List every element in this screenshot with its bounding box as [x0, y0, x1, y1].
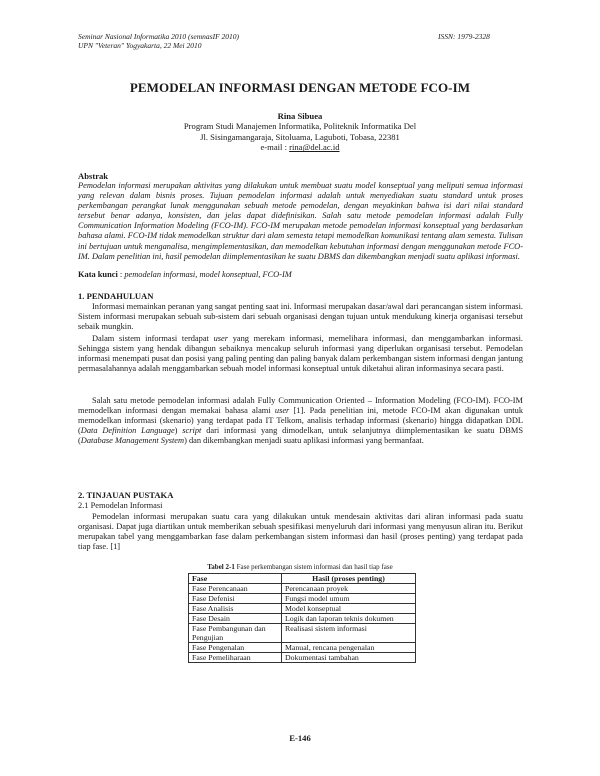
table-cell: Fase Pembangunan dan Pengujian	[189, 624, 282, 643]
abstract-title: Abstrak	[78, 171, 109, 181]
table-row	[189, 614, 416, 624]
text-run: yang merekam informasi, memelihara informasi, dan menggambarkan informasi. Sehingga sistem yang hendak dibangun sebaiknya mencakup seluruh informasi yang diperlukan organisasi tersebut. Pemodelan informasi menempati pusat dan posisi yang paling penting dan paling banyak dalam perkembangan sistem informasi dengan jantung permasalahannya adalah menggambarkan sebuah model informasi konseptual untuk diketahui aliran informasinya secara pasti.	[78, 334, 523, 374]
keywords-label: Kata kunci	[78, 270, 118, 279]
author-email-line	[0, 142, 600, 152]
table-cell: Realisasi sistem informasi	[282, 624, 416, 643]
table-cell: Fase Desain	[189, 614, 282, 624]
text-run: ) dan dikembangkan menjadi suatu aplikasi informasi yang bermanfaat.	[184, 436, 424, 446]
table-cell: Dokumentasi tambahan	[282, 653, 416, 663]
table-row	[189, 604, 416, 614]
phase-table	[188, 573, 416, 663]
table-header-row	[189, 574, 416, 584]
italic-term: Data Definition Language	[80, 426, 175, 436]
italic-term: script	[182, 426, 202, 436]
table-cell: Perencanaan proyek	[282, 584, 416, 594]
section-1-paragraph-1: Informasi memainkan peranan yang sangat penting saat ini. Informasi merupakan dasar/awal dari perancangan sistem informasi. Sistem informasi merupakan sebuah sub-sistem dari sebuah organisasi dengan tujuan untuk mendukung kinerja organisasi tersebut sebaik mungkin.	[78, 302, 523, 332]
table-caption-text: Fase perkembangan sistem informasi dan hasil tiap fase	[234, 563, 393, 571]
table-cell: Logik dan laporan teknis dokumen	[282, 614, 416, 624]
table-cell: Model konseptual	[282, 604, 416, 614]
running-header-left	[78, 32, 239, 50]
italic-term: user	[213, 334, 229, 343]
table-caption	[0, 563, 600, 571]
table-cell: Fase Pemeliharaan	[189, 653, 282, 663]
section-2-paragraph-1: Pemodelan informasi merupakan suatu cara yang dilakukan untuk mendesain aktivitas dari aliran informasi pada suatu organisasi. Dapat juga diartikan untuk memberikan sebuah spesifikasi menyeluruh dari informasi yang menyusun aliran itu. Berikut merupakan tabel yang menggambarkan fase dalam perkembangan sistem informasi dan hasil (proses penting) yang terdapat pada tiap fase. [1]	[78, 512, 523, 552]
column-header-result: Hasil (proses penting)	[282, 574, 416, 584]
email-label: e-mail :	[260, 142, 290, 153]
section-1-heading: 1. PENDAHULUAN	[78, 291, 154, 301]
table-cell: Fase Perencanaan	[189, 584, 282, 594]
paper-title: PEMODELAN INFORMASI DENGAN METODE FCO-IM	[129, 80, 471, 95]
table-cell: Manual, rencana pengenalan	[282, 643, 416, 653]
author-name: Rina Sibuea	[277, 111, 323, 121]
italic-term: Database Management System	[80, 436, 185, 446]
text-run: )	[174, 426, 183, 436]
italic-term: user	[274, 406, 290, 416]
table-row	[189, 584, 416, 594]
table-cell: Fungsi model umum	[282, 594, 416, 604]
section-1-paragraph-2	[78, 334, 523, 374]
section-1-paragraph-3	[78, 396, 523, 446]
author-affiliation: Program Studi Manajemen Informatika, Politeknik Informatika Del	[183, 121, 417, 132]
conference-venue: UPN "Veteran" Yogyakarta, 22 Mei 2010	[78, 41, 202, 50]
table-cell: Fase Analisis	[189, 604, 282, 614]
author-block	[0, 111, 600, 153]
conference-name: Seminar Nasional Informatika 2010 (semnasIF 2010)	[78, 32, 240, 41]
section-2-heading: 2. TINJAUAN PUSTAKA	[78, 490, 174, 500]
table-caption-label: Tabel 2-1	[207, 563, 235, 571]
subsection-2-1-heading: 2.1 Pemodelan Informasi	[78, 501, 163, 510]
page-number: E-146	[289, 733, 311, 743]
text-run: Dalam sistem informasi terdapat	[92, 334, 214, 343]
author-address: Jl. Sisingamangaraja, Sitoluama, Laguboti, Tobasa, 22381	[200, 131, 400, 142]
issn: ISSN: 1979-2328	[438, 32, 490, 41]
text-run: dari informasi yang dimodelkan, untuk selanjutnya diimplementasikan ke suatu DBMS (	[78, 426, 523, 446]
keywords	[78, 270, 523, 280]
table-row	[189, 643, 416, 653]
keywords-separator: :	[117, 270, 125, 279]
text-run: [1]. Pada penelitian ini, metode FCO-IM akan digunakan untuk memodelkan informasi (skenario) yang terdapat pada IT Telkom, analisis terhadap informasi (skenario) hingga didapatkan DDL (	[78, 406, 524, 436]
table-row	[189, 624, 416, 643]
table-row	[189, 594, 416, 604]
abstract-text: Pemodelan informasi merupakan aktivitas yang dilakukan untuk membuat suatu model konseptual yang meliputi semua informasi yang relevan dalam bisnis proses. Tujuan pemodelan informasi adalah untuk menyediakan suatu standard untuk proses perkembangan perangkat lunak menggunakan sebuah metode pemodelan, dengan meyakinkan bahwa isi dari nilai standard tersebut benar adanya, konsisten, dan jelas dapat didefinisikan. Salah satu metode pemodelan informasi adalah Fully Communication Information Modeling (FCO-IM). FCO-IM merupakan metode pemodelan informasi konseptual yang berdasarkan bahasa alami. FCO-IM tidak memodelkan struktur dari alam semesta tetapi memodelkan komunikasi tentang alam semesta. Tulisan ini bertujuan untuk menganalisa, mengimplementasikan, dan memodelkan kebutuhan informasi dengan menggunakan metode FCO-IM. Dalam penelitian ini, hasil pemodelan diimplementasikan ke suatu DBMS dan dikembangkan menjadi suatu aplikasi informasi.	[78, 181, 523, 261]
email-link[interactable]: rina@del.ac.id	[289, 142, 340, 153]
keywords-text: pemodelan informasi, model konseptual, FCO-IM	[124, 270, 292, 279]
table-row	[189, 653, 416, 663]
table-cell: Fase Pengenalan	[189, 643, 282, 653]
table-cell: Fase Defenisi	[189, 594, 282, 604]
text-run: Salah satu metode pemodelan informasi adalah Fully Communication Oriented – Information Modeling (FCO-IM). FCO-IM memodelkan informasi dengan memakai bahasa alami	[78, 396, 523, 416]
column-header-phase: Fase	[189, 574, 282, 584]
